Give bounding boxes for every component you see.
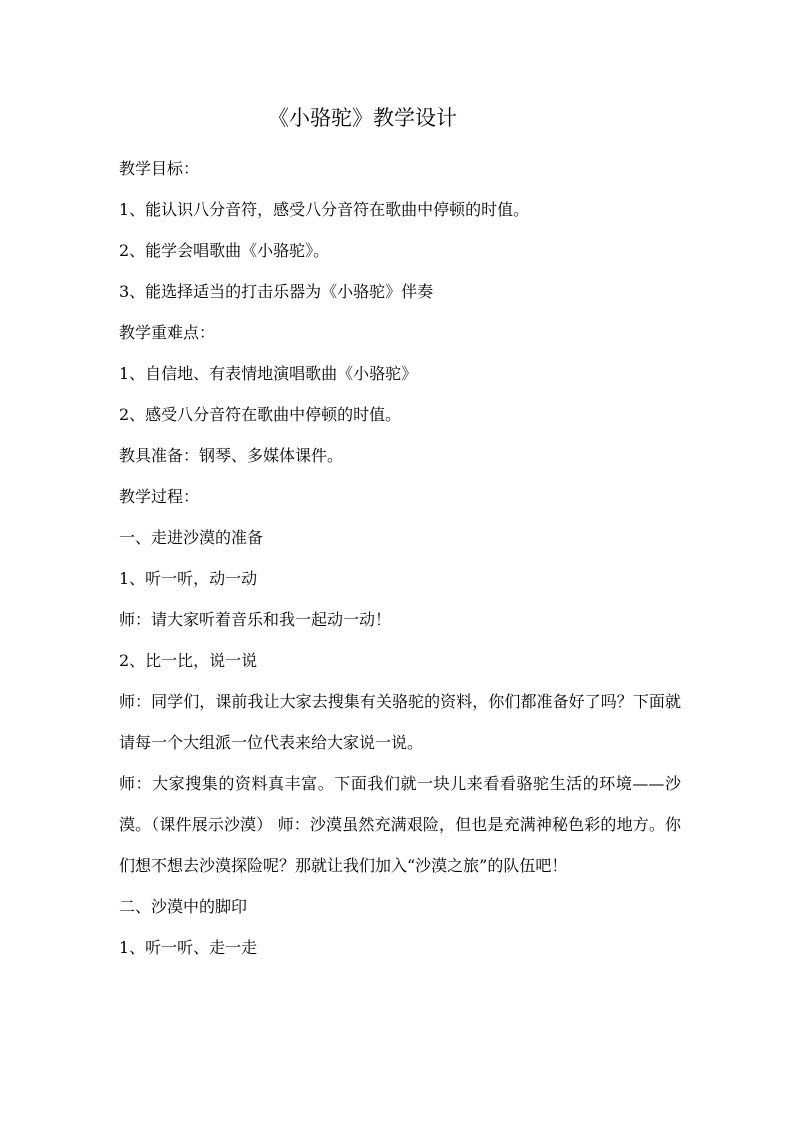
goal-item-2: 2、能学会唱歌曲《小骆驼》。 (119, 241, 330, 260)
goal-item-3: 3、能选择适当的打击乐器为《小骆驼》伴奏 (119, 282, 434, 301)
section-2-heading: 二、沙漠中的脚印 (119, 897, 248, 916)
teacher-line-1: 师：请大家听着音乐和我一起动一动！ (119, 610, 392, 629)
teacher-paragraph-1: 师：同学们，课前我让大家去搜集有关骆驼的资料，你们都准备好了吗？下面就请每一个大组派一位代表来给大家说一说。 (119, 692, 681, 752)
heading-key-difficulties: 教学重难点： (119, 323, 216, 342)
document-body (119, 148, 681, 968)
heading-teaching-goals: 教学目标： (119, 159, 200, 178)
difficulty-item-1: 1、自信地、有表情地演唱歌曲《小骆驼》 (119, 364, 418, 383)
teacher-paragraph-2: 师：大家搜集的资料真丰富。下面我们就一块儿来看看骆驼生活的环境——沙漠。（课件展示沙漠） 师：沙漠虽然充满艰险，但也是充满神秘色彩的地方。你们想不想去沙漠探险呢？那就让我们加入“沙漠之旅”的队伍吧！ (119, 774, 681, 875)
heading-teaching-process: 教学过程： (119, 487, 200, 506)
teaching-aids: 教具准备：钢琴、多媒体课件。 (119, 446, 344, 465)
difficulty-item-2: 2、感受八分音符在歌曲中停顿的时值。 (119, 405, 402, 424)
step-1-2: 2、比一比，说一说 (119, 651, 258, 670)
step-2-1: 1、听一听、走一走 (119, 938, 258, 957)
step-1-1: 1、听一听，动一动 (119, 569, 258, 588)
goal-item-1: 1、能认识八分音符，感受八分音符在歌曲中停顿的时值。 (119, 200, 530, 219)
section-1-heading: 一、走进沙漠的准备 (119, 528, 264, 547)
document-title: 《小骆驼》教学设计 (268, 106, 457, 130)
